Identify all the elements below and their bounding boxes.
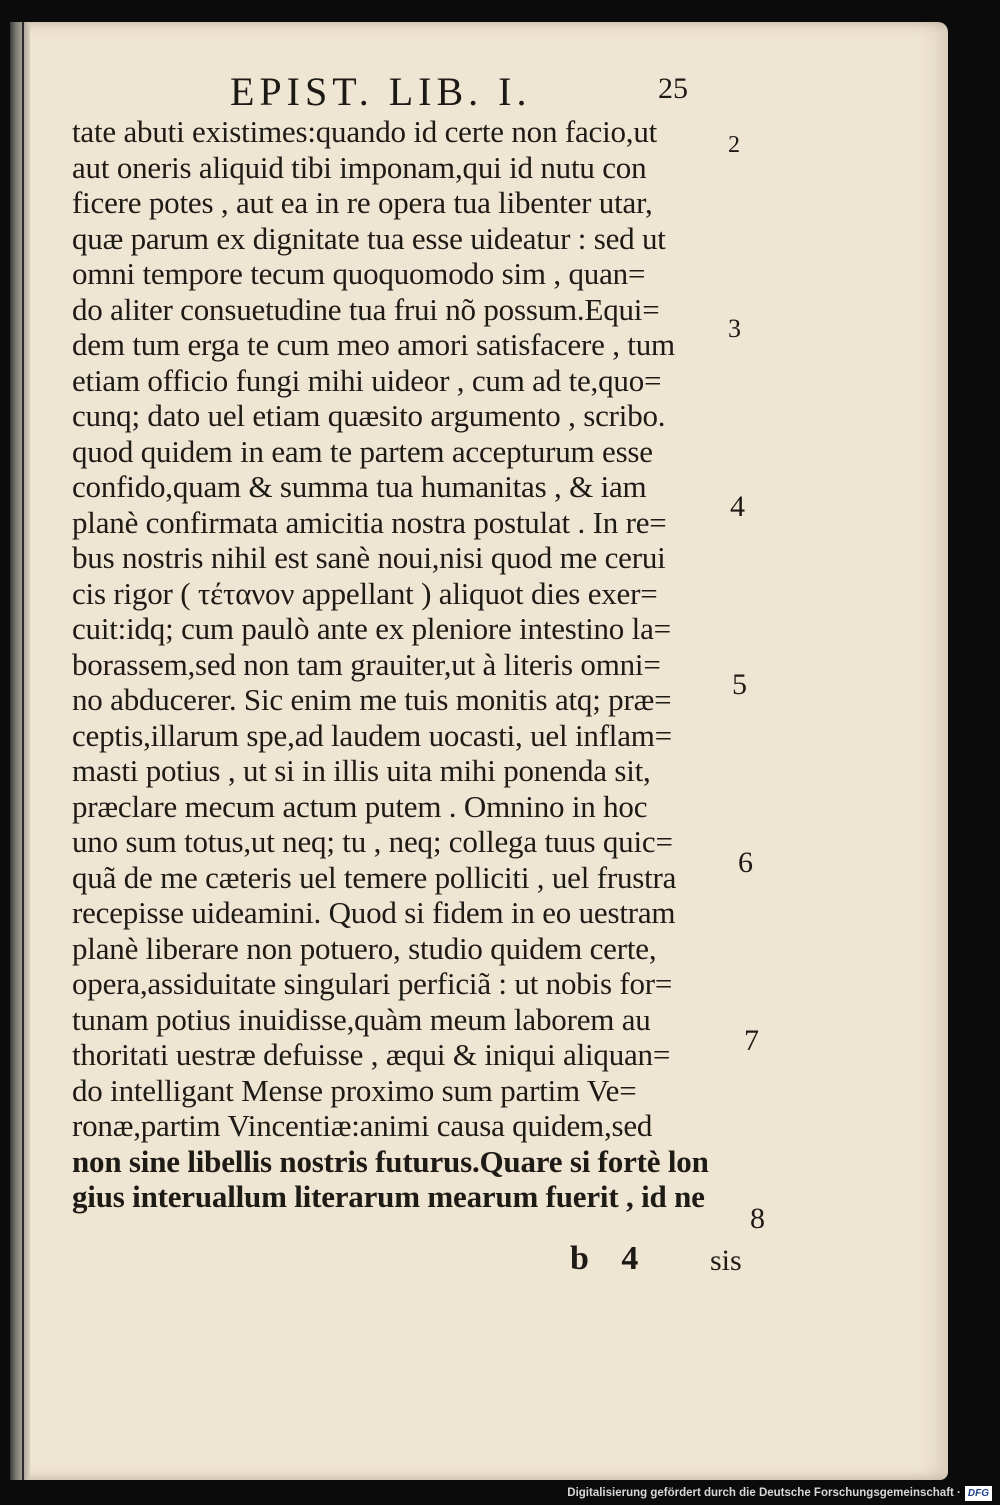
text-line: præclare mecum actum putem . Omnino in hoc bbox=[72, 788, 648, 824]
text-line: thoritati uestræ defuisse , æqui & iniqui aliquan= bbox=[72, 1037, 671, 1072]
folio-number: 25 bbox=[658, 72, 688, 105]
text-line: quod quidem in eam te partem accepturum esse bbox=[72, 433, 653, 469]
text-line: non sine libellis nostris futurus.Quare si fortè lon bbox=[72, 1143, 709, 1179]
catchword: sis bbox=[710, 1244, 742, 1277]
text-line: quã de me cæteris uel temere polliciti , uel frustra bbox=[72, 859, 677, 895]
text-line: no abducerer. Sic enim me tuis monitis atq; præ= bbox=[72, 682, 672, 717]
text-line: cuit:idq; cum paulò ante ex pleniore intestino la= bbox=[72, 611, 671, 646]
text-line: opera,assiduitate singulari perficiã : ut nobis for= bbox=[72, 966, 673, 1001]
margin-number: 7 bbox=[744, 1024, 759, 1057]
text-line: borassem,sed non tam grauiter,ut à literis omni= bbox=[72, 646, 661, 682]
text-line: dem tum erga te cum meo amori satisfacere , tum bbox=[72, 327, 675, 362]
text-line: masti potius , ut si in illis uita mihi ponenda sit, bbox=[72, 753, 651, 788]
text-line: tate abuti existimes:quando id certe non facio,ut bbox=[72, 114, 658, 149]
text-line: aut oneris aliquid tibi imponam,qui id nutu con bbox=[72, 149, 647, 185]
text-line: ficere potes , aut ea in re opera tua libenter utar, bbox=[72, 185, 653, 220]
text-line: ronæ,partim Vincentiæ:animi causa quidem,sed bbox=[72, 1108, 653, 1143]
text-line: omni tempore tecum quoquomodo sim , quan= bbox=[72, 256, 646, 291]
text-line: bus nostris nihil est sanè noui,nisi quod me cerui bbox=[72, 540, 666, 575]
margin-number: 8 bbox=[750, 1202, 765, 1235]
text-line: etiam officio fungi mihi uideor , cum ad te,quo= bbox=[72, 362, 662, 398]
text-line: cis rigor ( τέτανον appellant ) aliquot dies exer= bbox=[72, 575, 658, 611]
margin-number: 6 bbox=[738, 846, 753, 879]
book-page bbox=[10, 22, 948, 1480]
text-line: tunam potius inuidisse,quàm meum laborem au bbox=[72, 1001, 651, 1037]
text-line: do intelligant Mense proximo sum partim Ve= bbox=[72, 1072, 637, 1108]
text-line: quæ parum ex dignitate tua esse uideatur : sed ut bbox=[72, 220, 666, 256]
body-text bbox=[72, 114, 772, 1215]
margin-number: 5 bbox=[732, 668, 747, 701]
text-line: confido,quam & summa tua humanitas , & iam bbox=[72, 469, 647, 504]
signature-mark: b 4 bbox=[570, 1240, 651, 1277]
text-line: planè liberare non potuero, studio quidem certe, bbox=[72, 930, 657, 966]
margin-number: 2 bbox=[728, 132, 740, 158]
margin-number: 3 bbox=[728, 314, 741, 343]
page-gutter bbox=[10, 22, 30, 1480]
dfg-logo: DFG bbox=[965, 1486, 992, 1501]
text-line: gius interuallum literarum mearum fuerit , id ne bbox=[72, 1179, 705, 1214]
text-line: recepisse uideamini. Quod si fidem in eo uestram bbox=[72, 895, 676, 930]
footer-credit: Digitalisierung gefördert durch die Deutsche Forschungsgemeinschaft · bbox=[567, 1487, 961, 1499]
running-head bbox=[10, 58, 948, 118]
gutter-line bbox=[22, 22, 24, 1480]
running-head-title: EPIST. LIB. I. bbox=[230, 69, 532, 114]
text-line: uno sum totus,ut neq; tu , neq; collega tuus quic= bbox=[72, 824, 673, 859]
text-line: do aliter consuetudine tua frui nõ possum.Equi= bbox=[72, 291, 660, 327]
text-line: cunq; dato uel etiam quæsito argumento , scribo. bbox=[72, 398, 666, 433]
text-line: planè confirmata amicitia nostra postulat . In re= bbox=[72, 504, 667, 540]
margin-number: 4 bbox=[730, 490, 745, 523]
digitization-footer bbox=[567, 1483, 992, 1503]
text-line: ceptis,illarum spe,ad laudem uocasti, uel inflam= bbox=[72, 717, 672, 753]
